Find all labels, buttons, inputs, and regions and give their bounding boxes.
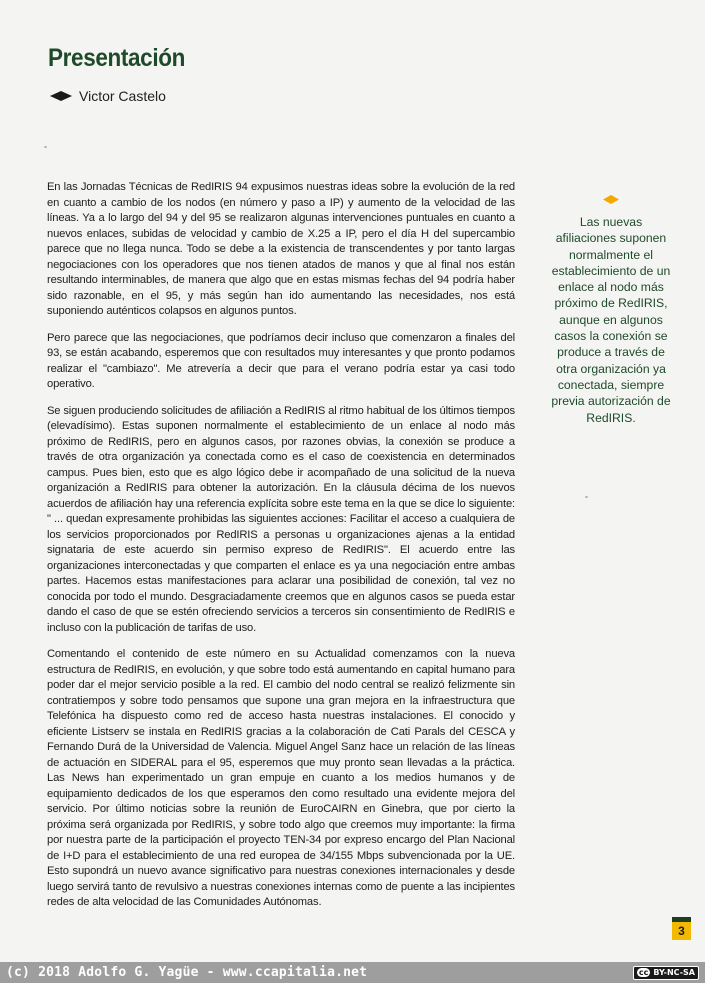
- print-speck: [585, 496, 588, 498]
- orange-diamond-icon: [603, 195, 619, 204]
- diamond-arrow-icon: [50, 91, 72, 101]
- license-label: BY-NC-SA: [653, 968, 695, 977]
- article-body: [47, 180, 515, 922]
- copyright-text: (c) 2018 Adolfo G. Yagüe - www.ccapitalia.net: [6, 965, 368, 980]
- article-paragraph: Comentando el contenido de este número en su Actualidad comenzamos con la nueva estructura de RedIRIS, en evolución, y que sobre todo está aumentando en capital humano para poder dar el mejor servicio posible a la red. El cambio del nodo central se realizó felizmente sin contratiempos y sobre todo pensamos que supone una gran mejora en la infraestructura que Telefónica ha dispuesto como red de acceso hasta nuestras instalaciones. El conocido y eficiente Listserv se instala en RedIRIS gracias a la colaboración de Cati Parals del CESCA y Fernando Durá de la Universidad de Valencia. Miguel Angel Sanz hace un relación de las líneas de actuación en SIDERAL para el 95, esperemos que muy pronto sean llevadas a la práctica. Las News han experimentado un gran empuje en cuanto a los medios humanos y de equipamiento dedicados de los que esperamos den como resultado una evidente mejora del servicio. Por último noticias sobre la reunión de EuroCAIRN en Ginebra, que por cierto la próxima será organizada por RedIRIS, y sobre todo algo que creemos muy importante: la firma por nuestra parte de la participación el proyecto TEN-34 por expreso encargo del Plan Nacional de I+D para el establecimiento de una red europea de 34/155 Mbps subvencionada por la UE. Esto supondrá un nuevo avance significativo para nuestras conexiones internacionales y desde luego servirá tanto de revulsivo a nuestras conexiones internas como de puente a las incipientes redes de alta velocidad de las Comunidades Autónomas.: [47, 648, 515, 908]
- print-speck: [44, 146, 47, 148]
- sidebar-pullquote: [548, 195, 674, 426]
- article-paragraph: Se siguen produciendo solicitudes de afiliación a RedIRIS al ritmo habitual de los últimos tiempos (elevadísimo). Estas suponen normalmente el establecimiento de un enlace al nodo más próximo de RedIRIS, pero en algunos casos, por razones obvias, la conexión se produce a través de otra organización ya conectada como es el caso de coexistencia en determinados campus. Pues bien, esto que es algo lógico debe ir acompañado de una solicitud de la nueva organización a RedIRIS para obtener la autorización. En la cláusula décima de los nuevos acuerdos de afiliación hay una referencia explícita sobre este tema en la que se dice lo siguiente: " ... quedan expresamente prohibidas las siguientes acciones: Facilitar el acceso a cualquiera de los servicios proporcionados por RedIRIS a personas u organizaciones ajenas a la entidad signataria de este acuerdo sin permiso expreso de RedIRIS". El acuerdo entre las organizaciones interconectadas y que comparten el enlace es ya una negociación entre ambas partes. Hacemos estas manifestaciones para aclarar una posibilidad de conexión, tal vez no conocida por todo el mundo. Desgraciadamente creemos que en algunos casos se pueda estar dando el caso de que se estén ofreciendo servicios a terceros sin consentimiento de RedIRIS e incluso con la publicación de tarifas de uso.: [47, 404, 515, 634]
- sidebar-quote-text: Las nuevas afiliaciones suponen normalmente el establecimiento de un enlace al nodo más próximo de RedIRIS, aunque en algunos casos la conexión se produce a través de otra organización ya conectada, siempre previa autorización de RedIRIS.: [551, 215, 671, 425]
- page-title: Presentación: [48, 44, 185, 72]
- page-number: 3: [672, 917, 691, 940]
- cc-license-badge[interactable]: [633, 966, 699, 980]
- author-line: [50, 87, 166, 105]
- footer-bar: [0, 962, 705, 983]
- cc-logo-icon: cc: [638, 968, 649, 977]
- article-paragraph: En las Jornadas Técnicas de RedIRIS 94 expusimos nuestras ideas sobre la evolución de la red en cuanto a cambio de los nodos (en número y paso a IP) y aumento de la velocidad de las líneas. Ya a lo largo del 94 y del 95 se realizaron algunas intervenciones puntuales en cuanto a nuevos enlaces, subidas de velocidad y cambio de X.25 a IP, pero el día H del supercambio parece que no llega nunca. Todo se debe a la existencia de transcendentes y por tanto largas negociaciones con los operadores que nos tienen atados de manos y que al final nos están resultando interminables, de manera que algo que en estas mismas fechas del 94 podría haber sido razonable, en el 95, y más según han ido aumentando las necesidades, nos está suponiendo auténticos colapsos en algunos puntos.: [47, 181, 515, 317]
- author-name: Victor Castelo: [79, 88, 166, 104]
- article-paragraph: Pero parece que las negociaciones, que podríamos decir incluso que comenzaron a finales del 93, se están acabando, esperemos que con resultados muy interesantes y que pronto podamos realizar el "cambiazo". Me atrevería a decir que para el verano podría estar ya casi todo operativo.: [47, 331, 515, 390]
